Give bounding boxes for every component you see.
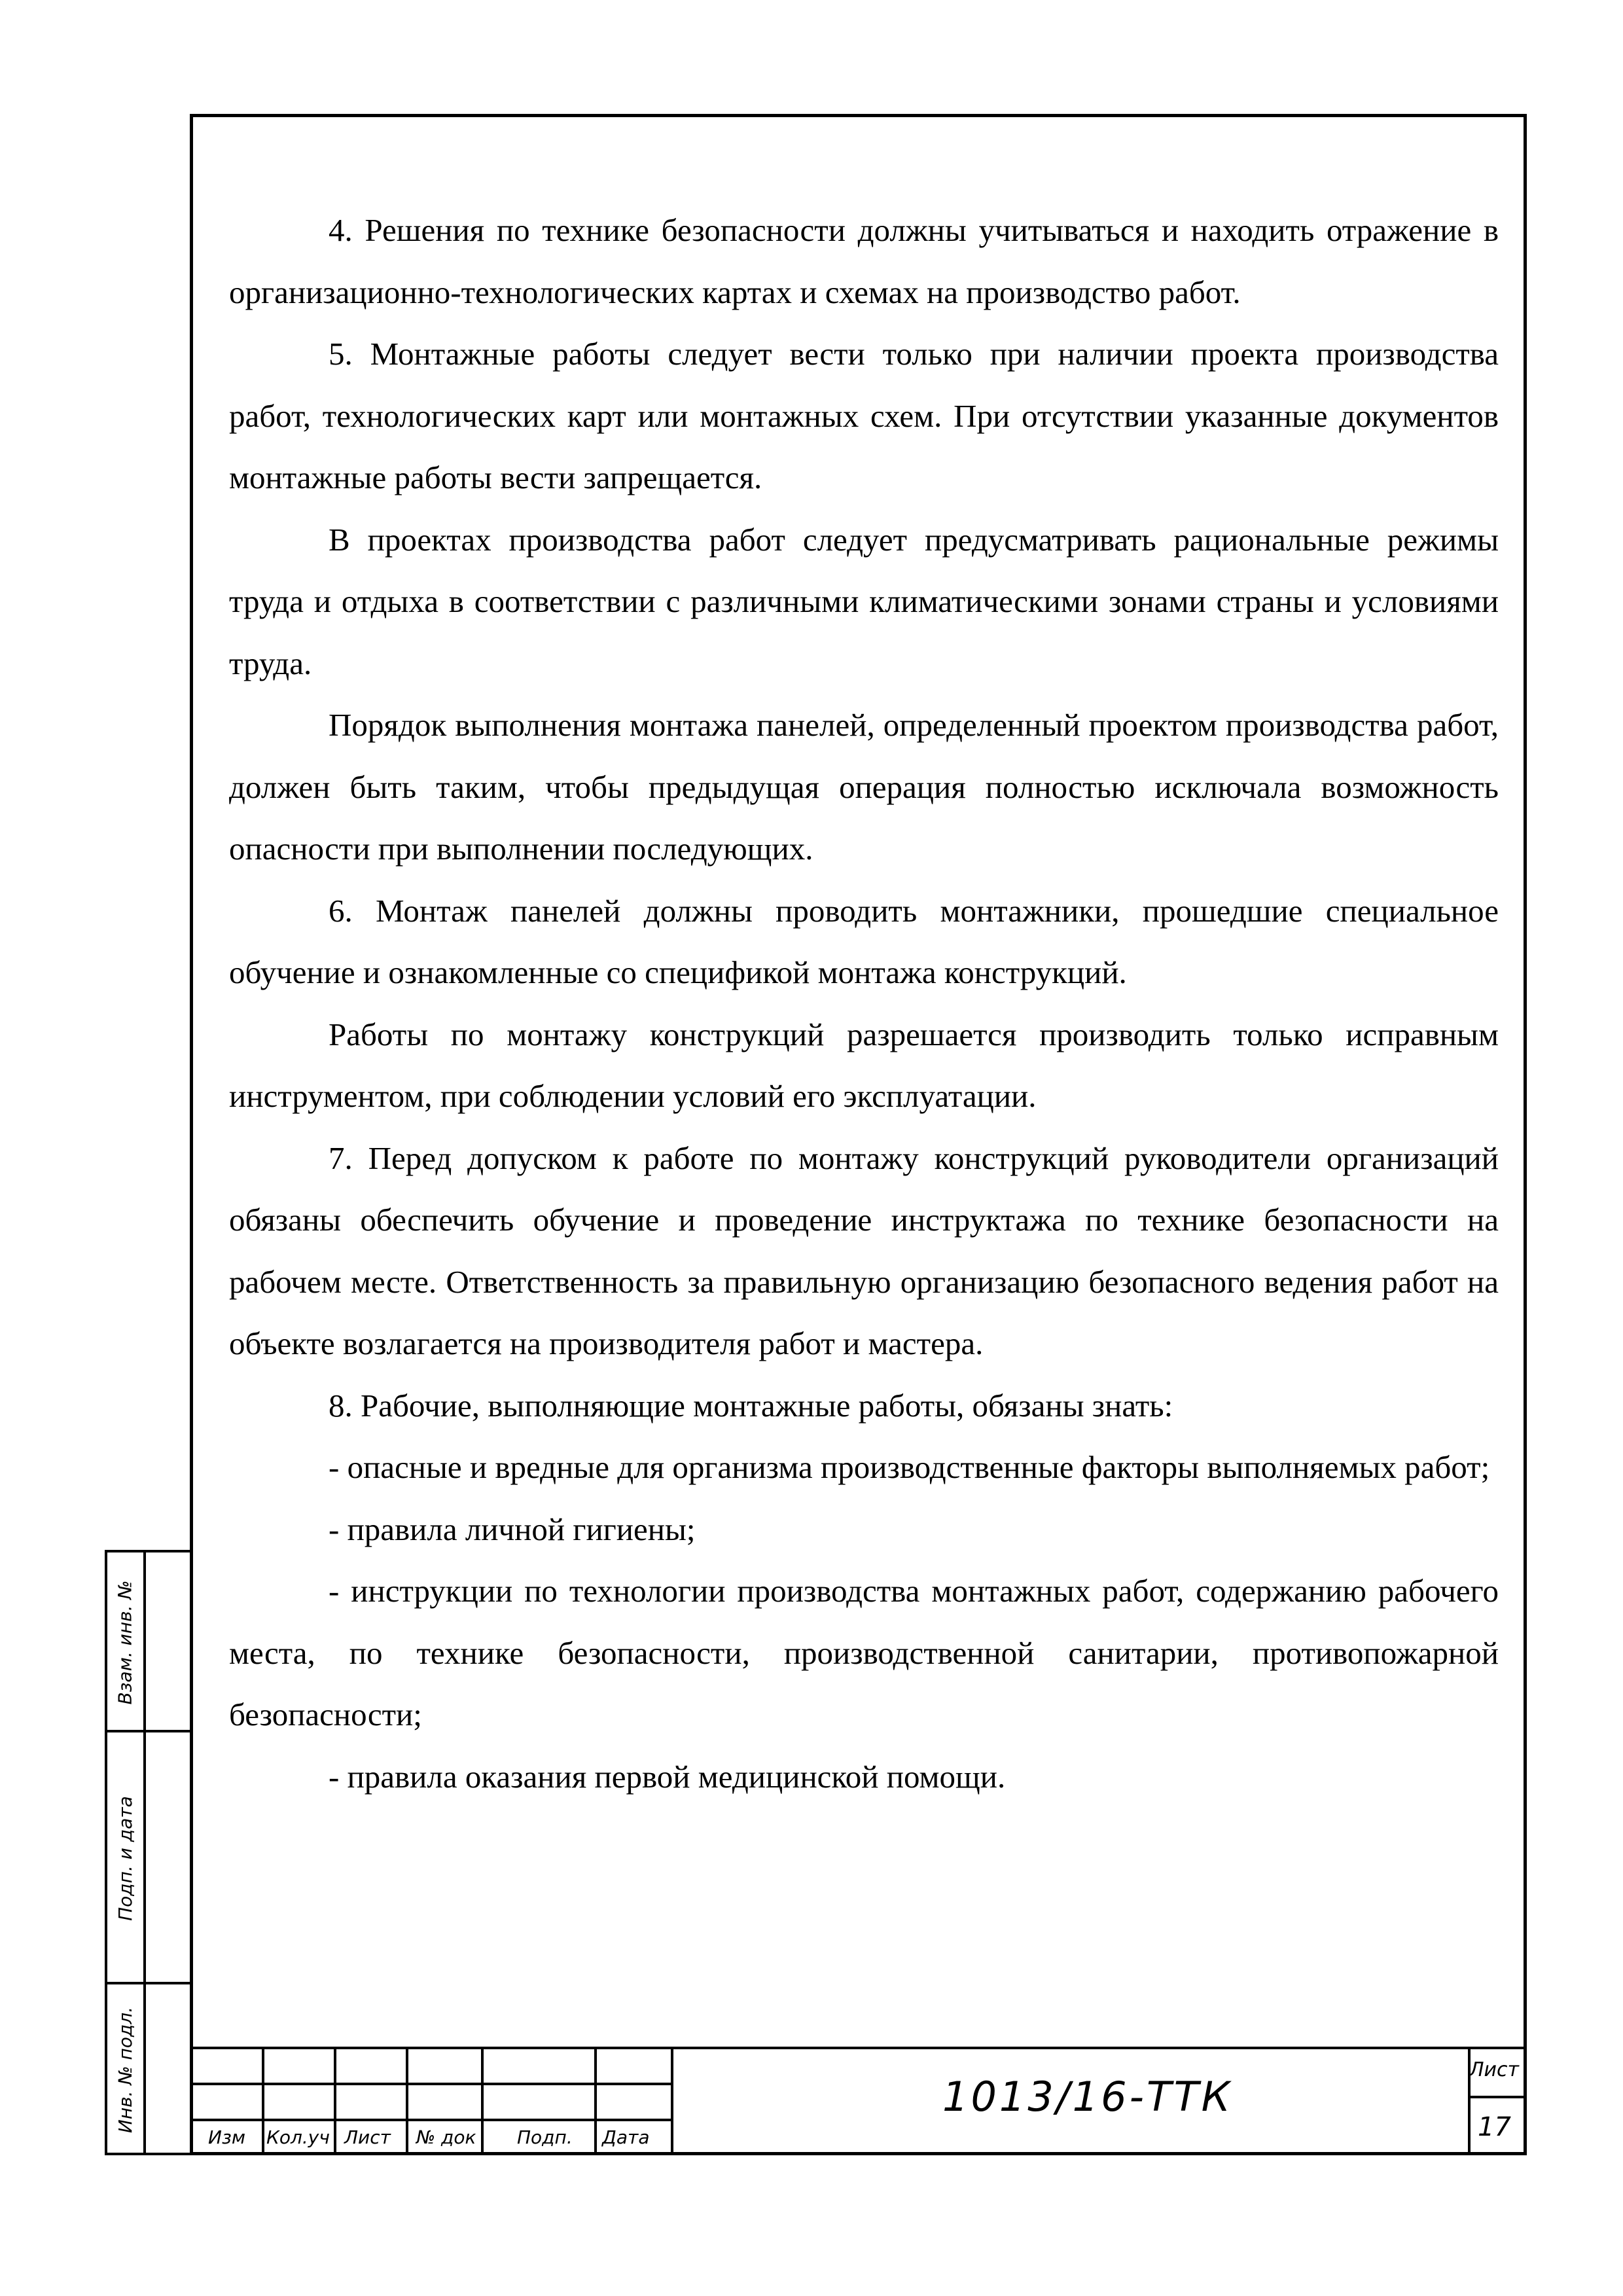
title-block-top-line <box>190 2047 1527 2049</box>
col-divider <box>671 2047 673 2155</box>
side-label-inv: Инв. № подл. <box>115 2006 137 2134</box>
paragraph-4: 4. Решения по технике безопасности должны учитываться и находить отражение в организационно-технологических картах и схемах на производство работ. <box>229 212 1499 310</box>
body-text <box>229 200 1499 1808</box>
header-izm: Изм <box>208 2126 245 2148</box>
list-item-first-aid: - правила оказания первой медицинской помощи. <box>329 1758 1006 1795</box>
sheet-cell-line <box>1468 2096 1527 2098</box>
col-divider <box>334 2047 336 2155</box>
col-divider <box>481 2047 484 2155</box>
sheet-number: 17 <box>1478 2112 1511 2142</box>
sheet-label: Лист <box>1469 2058 1520 2081</box>
list-item-factors: - опасные и вредные для организма производственные факторы выполняемых работ; <box>329 1449 1490 1485</box>
paragraph-5: 5. Монтажные работы следует вести только при наличии проекта производства работ, технологических карт или монтажных схем. При отсутствии указанные документов монтажные работы вести запрещается. <box>229 336 1499 495</box>
header-list: Лист <box>344 2126 391 2148</box>
header-data: Дата <box>602 2126 650 2148</box>
side-stamp <box>105 1550 193 2155</box>
paragraph-projects: В проектах производства работ следует предусматривать рациональные режимы труда и отдыха в соответствии с различными климатическими зонами страны и условиями труда. <box>229 521 1499 681</box>
paragraph-tools: Работы по монтажу конструкций разрешается производить только исправным инструментом, при соблюдении условий его эксплуатации. <box>229 1016 1499 1114</box>
paragraph-8: 8. Рабочие, выполняющие монтажные работы, обязаны знать: <box>329 1387 1173 1424</box>
list-item-hygiene: - правила личной гигиены; <box>329 1511 696 1547</box>
col-divider <box>262 2047 264 2155</box>
title-block <box>190 2047 1527 2155</box>
side-label-podp: Подп. и дата <box>115 1796 136 1921</box>
header-doc-no: № док <box>416 2126 476 2148</box>
header-podp: Подп. <box>517 2126 573 2148</box>
col-divider <box>406 2047 408 2155</box>
list-item-instructions: - инструкции по технологии производства монтажных работ, содержанию рабочего места, по технике безопасности, производственной санитарии, противопожарной безопасности; <box>229 1573 1499 1732</box>
side-label-vzam: Взам. инв. № <box>115 1580 137 1705</box>
paragraph-6: 6. Монтаж панелей должны проводить монтажники, прошедшие специальное обучение и ознакомленные со спецификой монтажа конструкций. <box>229 892 1499 990</box>
paragraph-order: Порядок выполнения монтажа панелей, определенный проектом производства работ, должен быть таким, чтобы предыдущая операция полностью исключала возможность опасности при выполнении последующих. <box>229 707 1499 867</box>
document-code: 1013/16-ТТК <box>942 2073 1233 2121</box>
header-kol-uch: Кол.уч <box>266 2126 330 2148</box>
col-divider <box>594 2047 597 2155</box>
paragraph-7: 7. Перед допуском к работе по монтажу конструкций руководители организаций обязаны обеспечить обучение и проведение инструктажа по технике безопасности на рабочем месте. Ответственность за правильную организацию безопасного ведения работ на объекте возлагается на производителя работ и мастера. <box>229 1139 1499 1361</box>
